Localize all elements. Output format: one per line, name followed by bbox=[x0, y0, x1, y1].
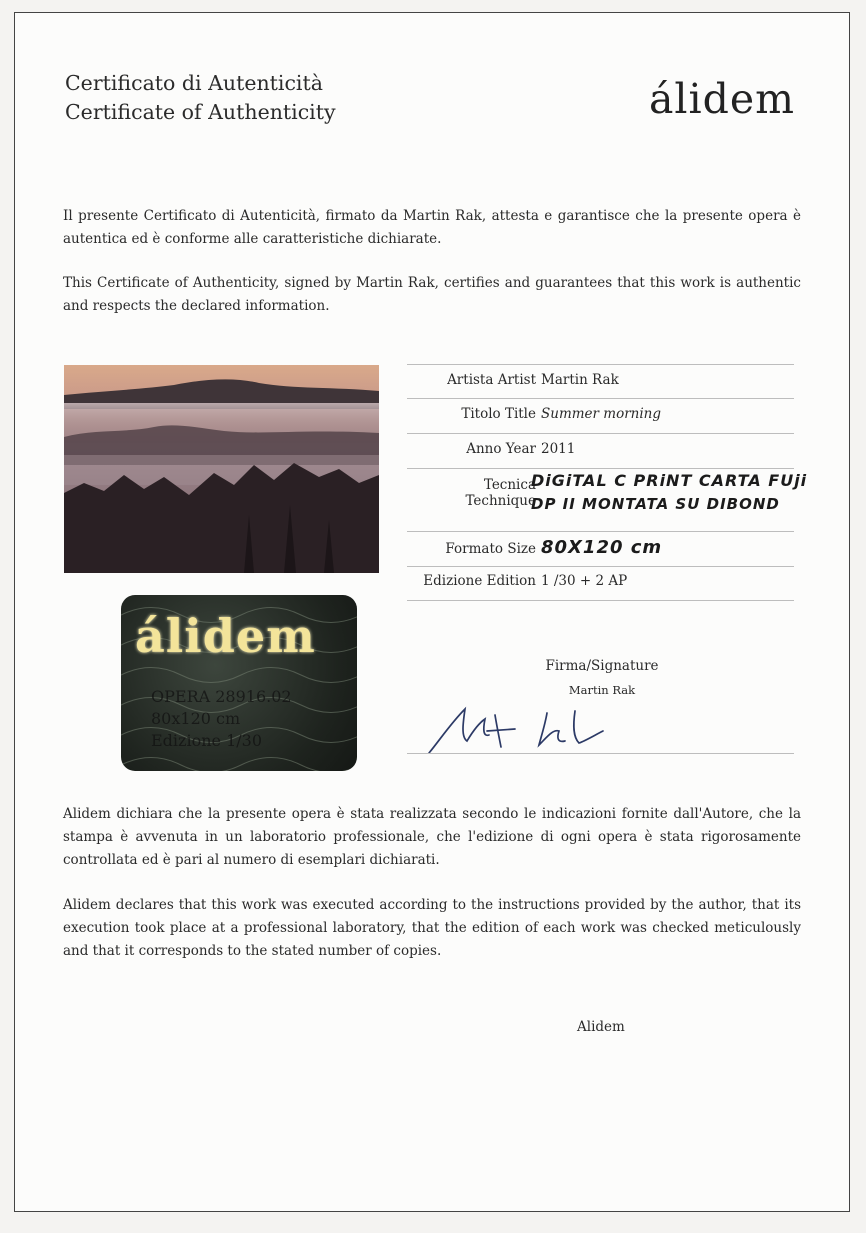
edition-label: Edizione Edition bbox=[423, 573, 536, 589]
year-value: 2011 bbox=[541, 441, 576, 457]
year-label: Anno Year bbox=[466, 441, 536, 457]
certificate-title bbox=[65, 69, 336, 127]
declaration-italian: Alidem dichiara che la presente opera è stata realizzata secondo le indicazioni fornite dall'Autore, che la stampa è avvenuta in un laboratorio professionale, che l'edizione di ogni opera è stata rigorosamente controllata ed è pari al numero di esemplari dichiarati. bbox=[63, 806, 801, 868]
signature-line bbox=[407, 753, 794, 754]
divider bbox=[407, 364, 794, 365]
intro-italian: Il presente Certificato di Autenticità, firmato da Martin Rak, attesta e garantisce che la presente opera è autentica ed è conforme alle caratteristiche dichiarate. bbox=[63, 208, 801, 247]
divider bbox=[407, 468, 794, 469]
artist-label: Artista Artist bbox=[447, 372, 536, 388]
hologram-seal bbox=[121, 595, 357, 771]
size-value: 80X120 cm bbox=[541, 537, 663, 558]
certificate-sheet bbox=[14, 12, 850, 1212]
signoff: Alidem bbox=[577, 1019, 625, 1035]
divider bbox=[407, 600, 794, 601]
title-italian: Certificato di Autenticità bbox=[65, 71, 323, 95]
signature-name: Martin Rak bbox=[568, 683, 636, 697]
title-label: Titolo Title bbox=[461, 406, 536, 422]
technique-line2: DP II MONTATA SU DIBOND bbox=[531, 495, 780, 513]
divider bbox=[407, 433, 794, 434]
technique-label-it: Tecnica bbox=[483, 477, 536, 493]
seal-opera-number: OPERA 28916.02 bbox=[151, 687, 292, 706]
divider bbox=[407, 398, 794, 399]
technique-line1: DiGiTAL C PRiNT CARTA FUji bbox=[531, 471, 808, 490]
detail-row-technique bbox=[407, 471, 808, 533]
divider bbox=[407, 531, 794, 532]
technique-label-en: Technique bbox=[465, 493, 536, 509]
title-english: Certificate of Authenticity bbox=[65, 100, 336, 124]
technique-label bbox=[465, 477, 536, 509]
seal-edition: Edizione 1/30 bbox=[151, 731, 263, 750]
title-value: Summer morning bbox=[541, 406, 662, 422]
artist-value: Martin Rak bbox=[541, 372, 619, 388]
divider bbox=[407, 566, 794, 567]
artwork-photo bbox=[64, 365, 379, 573]
signature-label: Firma/Signature bbox=[545, 658, 659, 674]
edition-value: 1 /30 + 2 AP bbox=[541, 573, 628, 589]
size-label: Formato Size bbox=[445, 541, 536, 557]
alidem-logo: álidem bbox=[648, 75, 795, 123]
seal-logo: álidem bbox=[135, 609, 316, 663]
seal-size: 80x120 cm bbox=[151, 709, 241, 728]
intro-english: This Certificate of Authenticity, signed by Martin Rak, certifies and guarantees that this work is authentic and respects the declared information. bbox=[63, 275, 801, 314]
handwritten-signature bbox=[425, 701, 625, 757]
declaration-english: Alidem declares that this work was executed according to the instructions provided by the author, that its execution took place at a professional laboratory, that the edition of each work was checked meticulously and that it corresponds to the stated number of copies. bbox=[63, 897, 801, 959]
